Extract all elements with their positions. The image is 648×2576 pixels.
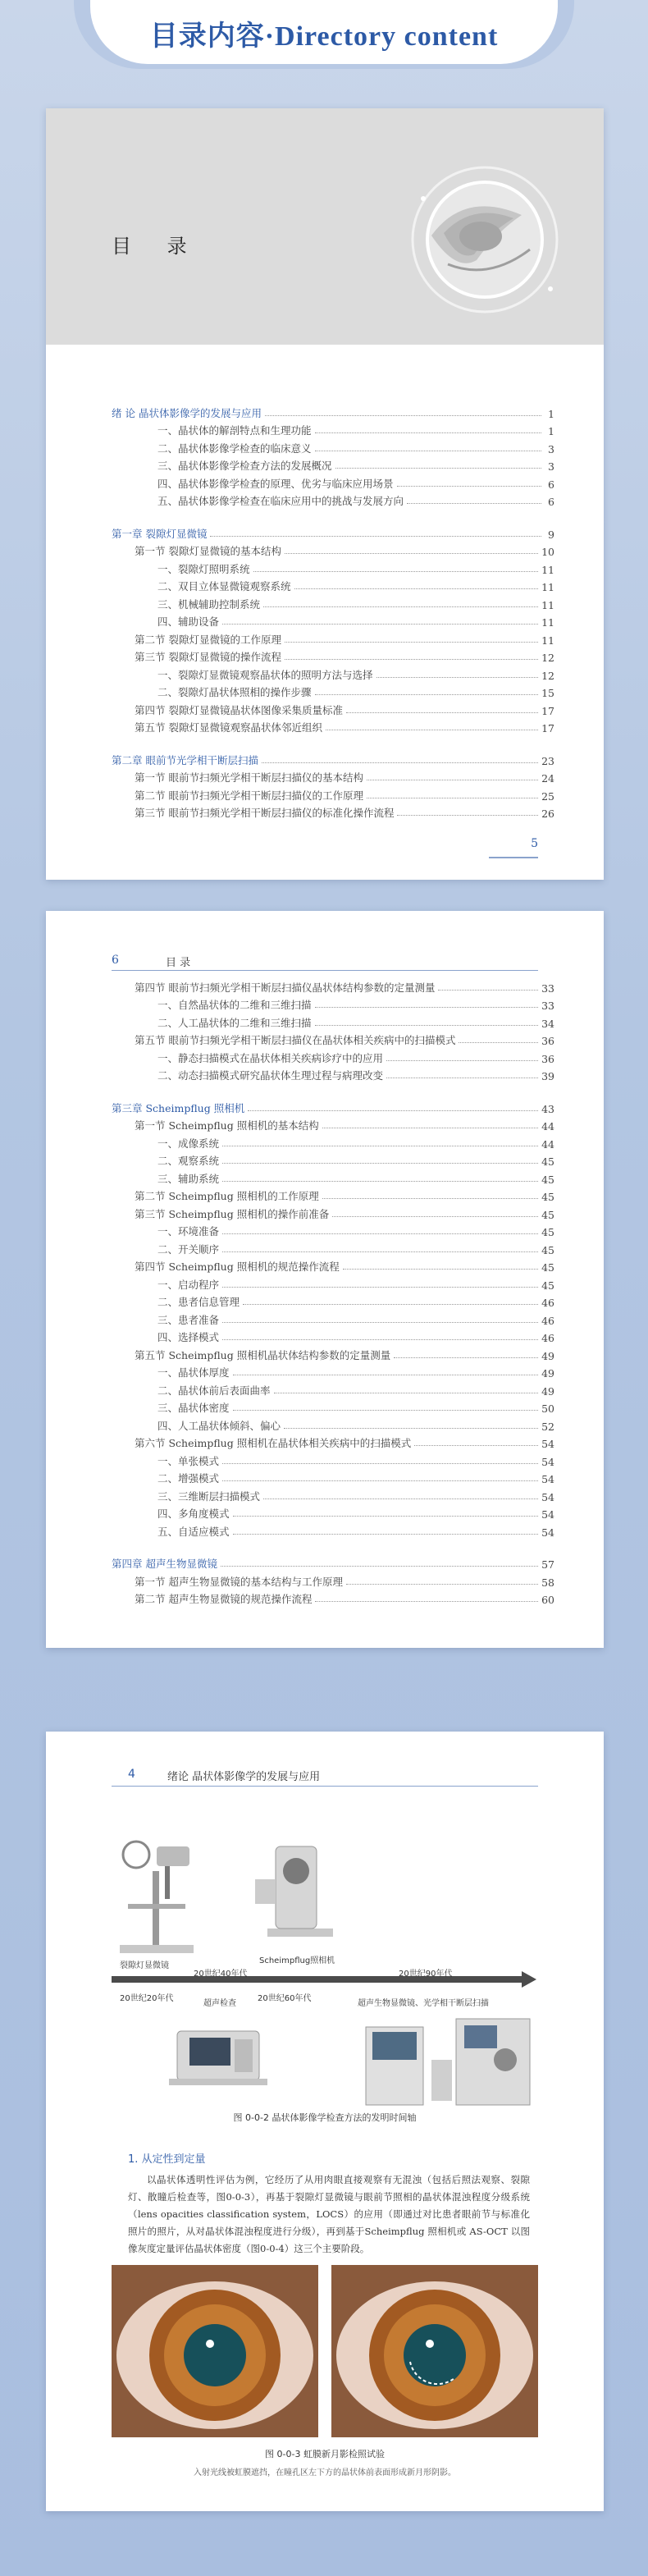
- toc-entry-label: 二、观察系统: [157, 1155, 220, 1167]
- toc-entry-page: 43: [541, 1102, 554, 1115]
- toc-entry-page: 46: [541, 1297, 554, 1309]
- toc-entry-page: 11: [541, 581, 554, 593]
- toc-entry: [112, 699, 554, 717]
- toc-entry-label: 第二节 裂隙灯显微镜的工作原理: [135, 633, 281, 646]
- dot-leader: [343, 1269, 538, 1270]
- toc-entry-page: 58: [541, 1576, 554, 1589]
- toc-entry-page: 3: [548, 460, 554, 473]
- toc-entry-label: 四、人工晶状体倾斜、偏心: [157, 1419, 281, 1432]
- dot-leader: [222, 624, 538, 625]
- dot-leader: [397, 486, 541, 487]
- toc-entry-page: 54: [541, 1473, 554, 1485]
- content-page: [46, 1732, 604, 2511]
- timeline-label-ubm-oct: 超声生物显微镜、光学相干断层扫描: [358, 1999, 489, 2008]
- toc-entry: [112, 1450, 554, 1468]
- toc-entry: [112, 1380, 554, 1398]
- toc-entry: [112, 785, 554, 803]
- toc-entry-label: 四、辅助设备: [157, 615, 220, 628]
- toc-entry-label: 第四章 超声生物显微镜: [112, 1558, 217, 1570]
- toc-entry-page: 6: [548, 496, 554, 508]
- toc-entry: [112, 1503, 554, 1521]
- toc-entry-page: 49: [541, 1384, 554, 1398]
- toc-entry-page: 54: [541, 1508, 554, 1521]
- dot-leader: [332, 1216, 538, 1217]
- toc-entry-label: 第一节 眼前节扫频光学相干断层扫描仪的基本结构: [135, 771, 363, 784]
- toc-entry-page: 46: [541, 1314, 554, 1327]
- toc-entry: [112, 1309, 554, 1327]
- toc-entry-label: 一、裂隙灯照明系统: [157, 562, 250, 575]
- toc-entry-label: 二、开关顺序: [157, 1242, 220, 1256]
- dot-leader: [248, 1110, 538, 1111]
- toc-entry: [112, 1097, 554, 1115]
- toc-entry: [112, 1115, 554, 1133]
- toc-entry-page: 50: [541, 1402, 554, 1415]
- toc-entry: [112, 1238, 554, 1256]
- dot-leader: [346, 712, 538, 713]
- toc-entry-page: 45: [541, 1226, 554, 1238]
- page-number: 4: [128, 1768, 135, 1781]
- toc-entry-label: 第二节 眼前节扫频光学相干断层扫描仪的工作原理: [135, 789, 363, 802]
- dot-leader: [222, 1251, 538, 1252]
- toc-entry: [112, 1292, 554, 1310]
- toc-entry: [112, 749, 554, 767]
- toc-entry-label: 第五节 Scheimpflug 照相机晶状体结构参数的定量测量: [135, 1348, 391, 1361]
- dot-leader: [222, 1339, 538, 1340]
- dot-leader: [394, 1357, 538, 1358]
- toc-entry-label: 四、晶状体影像学检查的原理、优劣与临床应用场景: [157, 477, 394, 490]
- toc-entry-label: 第三节 Scheimpflug 照相机的操作前准备: [135, 1207, 330, 1220]
- dot-leader: [285, 553, 538, 554]
- toc-entry-page: 3: [548, 442, 554, 455]
- toc-entry-label: 一、静态扫描模式在晶状体相关疾病诊疗中的应用: [157, 1051, 384, 1064]
- toc-entry-label: 二、动态扫描模式研究晶状体生理过程与病理改变: [157, 1069, 384, 1082]
- toc-entry-label: 第一节 Scheimpflug 照相机的基本结构: [135, 1119, 319, 1132]
- toc-entry: [112, 491, 554, 509]
- toc-entry: [112, 1221, 554, 1239]
- toc-entry-page: 49: [541, 1367, 554, 1380]
- dot-leader: [346, 1584, 538, 1585]
- toc-entry-label: 一、晶状体厚度: [157, 1366, 230, 1379]
- toc-entry: [112, 1589, 554, 1607]
- toc-entry-label: 第一章 裂隙灯显微镜: [112, 527, 208, 540]
- body-paragraph: 以晶状体透明性评估为例，它经历了从用肉眼直接观察有无混浊（包括后照法观察、裂隙灯、散瞳后检查等，图0-0-3），再基于裂隙灯显微镜与眼前节照相的晶状体混浊程度分级系统（lens opacities classification system，LOCS）的应用（即通过对比患者眼前节与标准化照片的照片，从对晶状体混浊程度进行分级），再到基于Scheimpflug 照相机或 AS-OCT 以图像灰度定量评估晶状体密度（图0-0-4）这三个主要阶段。: [128, 2174, 530, 2254]
- dot-leader: [414, 1445, 538, 1446]
- toc-entry-page: 36: [541, 1052, 554, 1065]
- timeline-label-1990s: 20世纪90年代: [399, 1970, 453, 1979]
- dot-leader: [263, 1498, 538, 1499]
- toc-entry: [112, 523, 554, 541]
- toc-entry-page: 45: [541, 1208, 554, 1221]
- toc-entry-page: 33: [541, 1000, 554, 1012]
- toc-entry: [112, 1168, 554, 1186]
- toc-entry-page: 45: [541, 1191, 554, 1203]
- toc-entry: [112, 576, 554, 594]
- dot-leader: [265, 415, 541, 416]
- toc-entry: [112, 402, 554, 420]
- dot-leader: [233, 1516, 539, 1517]
- toc-entry: [112, 1468, 554, 1486]
- toc-entry: [112, 558, 554, 576]
- toc-entry-label: 一、晶状体的解剖特点和生理功能: [157, 424, 312, 437]
- toc-entry-page: 11: [541, 563, 554, 576]
- toc-entry-label: 第五节 裂隙灯显微镜观察晶状体邻近组织: [135, 721, 322, 734]
- timeline-label-scheimpflug: Scheimpflug照相机: [259, 1956, 335, 1965]
- dot-leader: [222, 1322, 538, 1323]
- toc-entry-label: 第一节 超声生物显微镜的基本结构与工作原理: [135, 1575, 343, 1588]
- toc-entry: [112, 473, 554, 491]
- toc-list-2: [112, 977, 554, 1606]
- lens-illustration: [399, 158, 571, 322]
- ubm-oct-devices-illustration: [358, 2011, 538, 2109]
- header-rule: [112, 970, 538, 971]
- dot-leader: [222, 1233, 538, 1234]
- dot-leader: [459, 1042, 538, 1043]
- toc-entry-page: 11: [541, 598, 554, 611]
- toc-entry: [112, 1151, 554, 1169]
- eye-photo-right: [331, 2265, 538, 2437]
- dot-leader: [285, 659, 538, 660]
- dot-leader: [315, 1601, 538, 1602]
- header-title: 目录内容·Directory content: [149, 21, 499, 52]
- dot-leader: [284, 1428, 538, 1429]
- toc-entry: [112, 1274, 554, 1292]
- toc-entry-page: 52: [541, 1420, 554, 1433]
- toc-entry: [112, 1485, 554, 1503]
- toc-entry-page: 1: [548, 425, 554, 437]
- toc-entry-page: 46: [541, 1332, 554, 1344]
- page-number: 5: [531, 837, 538, 850]
- dot-leader: [285, 642, 538, 643]
- toc-entry-page: 45: [541, 1155, 554, 1168]
- toc-entry-label: 三、三维断层扫描模式: [157, 1489, 261, 1503]
- toc-entry-page: 12: [541, 669, 554, 682]
- toc-entry-page: 45: [541, 1243, 554, 1256]
- toc-entry: [112, 1398, 554, 1416]
- dot-leader: [222, 1163, 538, 1164]
- dot-leader: [233, 1534, 539, 1535]
- toc-entry-label: 第四节 Scheimpflug 照相机的规范操作流程: [135, 1261, 340, 1273]
- toc-entry: [112, 629, 554, 647]
- toc-entry-label: 一、单张模式: [157, 1454, 220, 1467]
- dot-leader: [253, 571, 539, 572]
- toc-entry: [112, 1415, 554, 1433]
- toc-entry-page: 54: [541, 1490, 554, 1503]
- toc-heading: 目 录: [112, 235, 202, 258]
- eye-figure-caption: 图 0-0-3 虹膜新月影检照试验: [265, 2449, 385, 2459]
- dot-leader: [222, 1181, 538, 1182]
- dot-leader: [322, 1198, 538, 1199]
- toc-entry-label: 第六节 Scheimpflug 照相机在晶状体相关疾病中的扫描模式: [135, 1437, 412, 1449]
- slit-lamp-illustration: [112, 1822, 202, 1961]
- toc-entry-page: 44: [541, 1120, 554, 1132]
- toc-entry-page: 45: [541, 1279, 554, 1292]
- toc-entry: [112, 455, 554, 474]
- toc-entry: [112, 647, 554, 665]
- header-rule: [112, 1786, 538, 1787]
- toc-entry-page: 36: [541, 1035, 554, 1047]
- toc-entry-page: 25: [541, 789, 554, 803]
- toc-entry: [112, 803, 554, 821]
- running-head: 绪论 晶状体影像学的发展与应用: [167, 1771, 321, 1783]
- toc-entry-label: 第五节 眼前节扫频光学相干断层扫描仪在晶状体相关疾病中的扫描模式: [135, 1034, 456, 1046]
- toc-entry: [112, 995, 554, 1013]
- toc-entry: [112, 1065, 554, 1083]
- toc-entry: [112, 1521, 554, 1539]
- page-header: [0, 0, 648, 74]
- dot-leader: [315, 694, 539, 695]
- toc-entry-label: 一、裂隙灯显微镜观察晶状体的照明方法与选择: [157, 668, 373, 681]
- toc-entry-label: 一、启动程序: [157, 1278, 220, 1291]
- toc-entry-label: 二、增强模式: [157, 1472, 220, 1485]
- toc-entry: [112, 682, 554, 700]
- figure-caption: 图 0-0-2 晶状体影像学检查方法的发明时间轴: [233, 2112, 417, 2123]
- toc-entry-label: 一、成像系统: [157, 1137, 220, 1150]
- toc-entry-label: 第二节 Scheimpflug 照相机的工作原理: [135, 1190, 319, 1202]
- toc-entry-page: 6: [548, 478, 554, 491]
- toc-entry-page: 17: [541, 722, 554, 734]
- toc-entry-page: 45: [541, 1261, 554, 1274]
- toc-entry-page: 26: [541, 808, 554, 820]
- timeline-label-slit-lamp: 裂隙灯显微镜: [120, 1961, 169, 1970]
- toc-entry-label: 第四节 眼前节扫频光学相干断层扫描仪晶状体结构参数的定量测量: [135, 981, 436, 994]
- dot-leader: [397, 815, 538, 816]
- toc-entry: [112, 767, 554, 785]
- dot-leader: [386, 1060, 538, 1061]
- toc-entry: [112, 1203, 554, 1221]
- toc-entry: [112, 420, 554, 438]
- toc-entry-page: 17: [541, 704, 554, 717]
- ultrasound-device-illustration: [169, 2015, 267, 2089]
- toc-entry-label: 绪 论 晶状体影像学的发展与应用: [112, 406, 262, 419]
- dot-leader: [315, 1007, 539, 1008]
- toc-entry: [112, 1132, 554, 1151]
- toc-entry: [112, 717, 554, 735]
- dot-leader: [315, 1025, 539, 1026]
- toc-entry-page: 33: [541, 981, 554, 995]
- dot-leader: [233, 1410, 539, 1411]
- toc-entry-page: 44: [541, 1137, 554, 1151]
- toc-entry-page: 23: [541, 754, 554, 767]
- toc-entry-label: 五、自适应模式: [157, 1525, 230, 1538]
- toc-entry-label: 二、裂隙灯晶状体照相的操作步骤: [157, 686, 312, 698]
- page-number: 6: [112, 954, 119, 967]
- toc-entry: [112, 1344, 554, 1362]
- page-number-rule: [489, 857, 538, 858]
- toc-entry-label: 五、晶状体影像学检查在临床应用中的挑战与发展方向: [157, 495, 404, 507]
- toc-entry: [112, 1030, 554, 1048]
- timeline-label-1940s: 20世纪40年代: [194, 1970, 248, 1979]
- toc-entry-label: 二、双目立体显微镜观察系统: [157, 580, 291, 593]
- dot-leader: [294, 588, 539, 589]
- toc-entry-label: 第三章 Scheimpflug 照相机: [112, 1101, 245, 1114]
- dot-leader: [222, 1287, 538, 1288]
- timeline-label-1920s: 20世纪20年代: [120, 1994, 174, 2003]
- toc-entry-label: 二、晶状体影像学检查的临床意义: [157, 442, 312, 455]
- toc-entry-label: 三、机械辅助控制系统: [157, 597, 261, 611]
- toc-entry: [112, 1362, 554, 1380]
- toc-entry-label: 四、选择模式: [157, 1331, 220, 1343]
- toc-entry: [112, 1571, 554, 1589]
- toc-entry-page: 12: [541, 652, 554, 664]
- running-head: 目 录: [166, 957, 191, 969]
- toc-entry: [112, 1047, 554, 1065]
- toc-entry: [112, 1256, 554, 1274]
- toc-entry: [112, 1012, 554, 1030]
- toc-entry-label: 一、自然晶状体的二维和三维扫描: [157, 999, 312, 1011]
- toc-entry: [112, 593, 554, 611]
- section-subheading: 1. 从定性到定量: [128, 2153, 206, 2166]
- timeline-label-ultrasound: 超声检查: [203, 1999, 236, 2008]
- toc-entry-label: 第一节 裂隙灯显微镜的基本结构: [135, 545, 281, 557]
- toc-entry-page: 45: [541, 1173, 554, 1186]
- toc-entry-page: 24: [541, 772, 554, 785]
- toc-page-2: [46, 911, 604, 1648]
- dot-leader: [438, 990, 538, 991]
- toc-entry-page: 57: [541, 1558, 554, 1571]
- toc-entry-page: 34: [541, 1017, 554, 1030]
- eye-figure-note: 入射光线被虹膜遮挡，在瞳孔区左下方的晶状体前表面形成新月形阴影。: [194, 2468, 456, 2478]
- toc-entry: [112, 1433, 554, 1451]
- toc-entry-page: 60: [541, 1594, 554, 1606]
- toc-entry-label: 三、辅助系统: [157, 1172, 220, 1185]
- toc-entry-label: 三、晶状体密度: [157, 1402, 230, 1414]
- dot-leader: [376, 677, 539, 678]
- toc-entry-page: 9: [548, 528, 554, 541]
- toc-entry-page: 11: [541, 616, 554, 629]
- toc-entry: [112, 541, 554, 559]
- toc-entry-label: 三、患者准备: [157, 1313, 220, 1326]
- toc-entry-page: 49: [541, 1349, 554, 1362]
- dot-leader: [222, 1463, 538, 1464]
- toc-entry-label: 第三节 裂隙灯显微镜的操作流程: [135, 651, 281, 663]
- eye-photo-left: [112, 2265, 318, 2437]
- toc-entry-label: 第二节 超声生物显微镜的规范操作流程: [135, 1593, 313, 1605]
- toc-entry: [112, 664, 554, 682]
- timeline-label-1960s: 20世纪60年代: [258, 1994, 312, 2003]
- toc-list-1: [112, 387, 554, 820]
- toc-entry: [112, 437, 554, 455]
- toc-entry-label: 二、人工晶状体的二维和三维扫描: [157, 1016, 312, 1029]
- toc-entry-page: 10: [541, 546, 554, 558]
- scheimpflug-camera-illustration: [251, 1830, 341, 1945]
- dot-leader: [221, 1566, 538, 1567]
- toc-entry-label: 二、患者信息管理: [157, 1296, 240, 1308]
- toc-entry-page: 1: [548, 407, 554, 420]
- toc-page-1: [46, 108, 604, 880]
- toc-entry-page: 54: [541, 1455, 554, 1468]
- toc-entry-page: 54: [541, 1438, 554, 1450]
- toc-entry: [112, 1327, 554, 1345]
- dot-leader: [263, 606, 538, 607]
- toc-entry-page: 15: [541, 687, 554, 699]
- toc-entry: [112, 1553, 554, 1572]
- toc-entry: [112, 611, 554, 629]
- dot-leader: [262, 762, 538, 763]
- dot-leader: [315, 432, 541, 433]
- toc-entry-label: 三、晶状体影像学检查方法的发展概况: [157, 460, 332, 472]
- toc-entry: [112, 977, 554, 995]
- dot-leader: [243, 1304, 538, 1305]
- timeline-arrow: [112, 1970, 538, 1989]
- toc-entry-page: 39: [541, 1070, 554, 1082]
- toc-entry-label: 一、环境准备: [157, 1225, 220, 1238]
- toc-entry-label: 二、晶状体前后表面曲率: [157, 1384, 271, 1397]
- toc-entry-label: 四、多角度模式: [157, 1508, 230, 1520]
- toc-entry-label: 第二章 眼前节光学相干断层扫描: [112, 753, 258, 766]
- dot-leader: [407, 503, 541, 504]
- toc-entry-page: 54: [541, 1526, 554, 1539]
- dot-leader: [210, 536, 541, 537]
- dot-leader: [222, 1480, 538, 1481]
- toc-entry-page: 11: [541, 634, 554, 647]
- toc-entry-label: 第三节 眼前节扫频光学相干断层扫描仪的标准化操作流程: [135, 807, 395, 819]
- dot-leader: [335, 468, 541, 469]
- toc-entry: [112, 1186, 554, 1204]
- toc-entry-label: 第四节 裂隙灯显微镜晶状体图像采集质量标准: [135, 703, 343, 716]
- timeline-figure: [112, 1805, 538, 2117]
